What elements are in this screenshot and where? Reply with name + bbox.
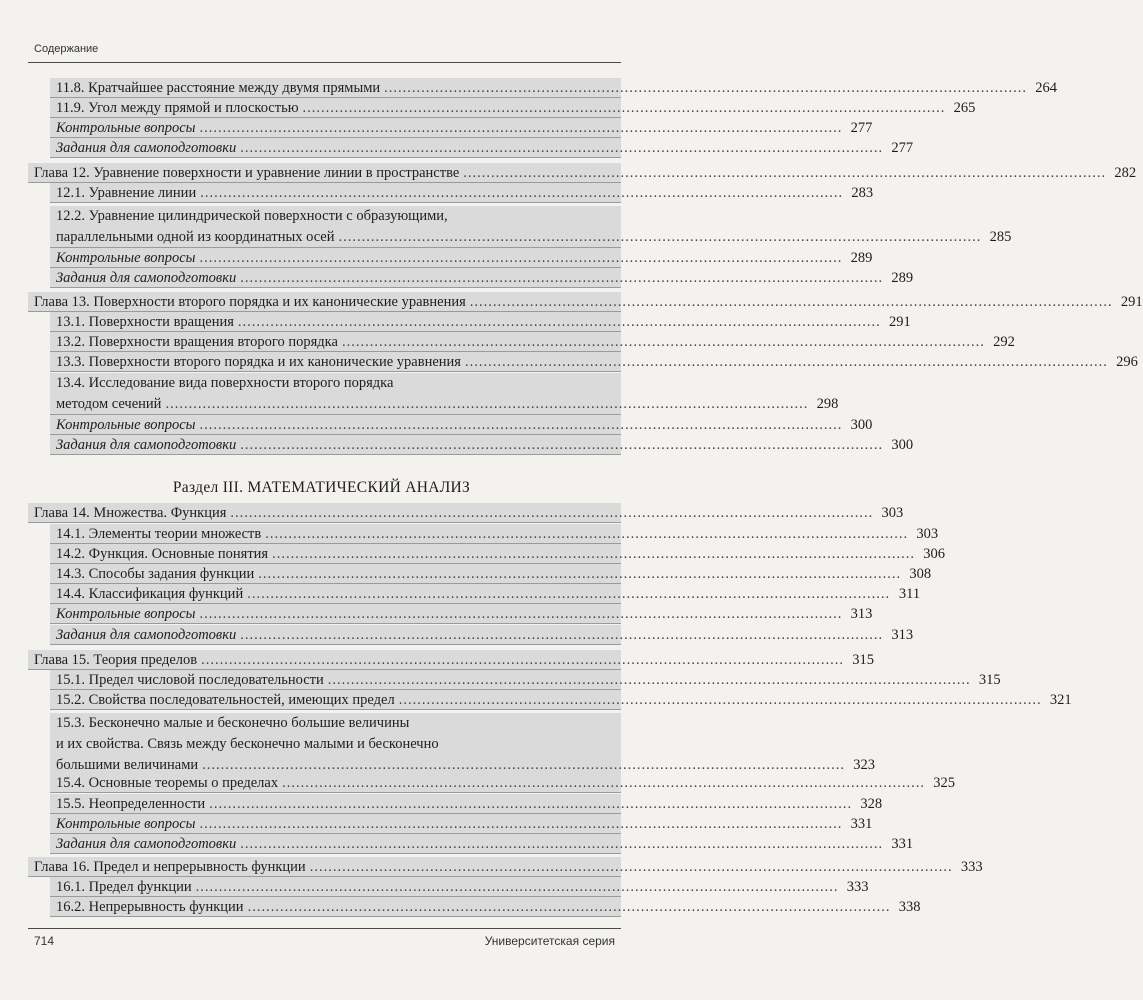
- dot-leader: ...........................................................................................................................................: [201, 652, 844, 668]
- entry-title: 12.1. Уравнение линии: [56, 185, 197, 201]
- entry-title-continued: методом сечений: [56, 396, 162, 412]
- entry-title: Задания для самоподготовки: [56, 627, 237, 643]
- entry-title: 16.2. Непрерывность функции: [56, 899, 244, 915]
- entry-page: 313: [850, 606, 873, 622]
- toc-chapter-entry[interactable]: [0, 503, 904, 523]
- entry-title: 15.3. Бесконечно малые и бесконечно большие величины: [56, 715, 410, 731]
- dot-leader: ...........................................................................................................................................: [327, 672, 971, 688]
- toc-entry[interactable]: [0, 564, 932, 584]
- toc-chapter-entry[interactable]: [0, 163, 1137, 183]
- entry-page: 333: [846, 879, 869, 895]
- entry-title: 15.4. Основные теоремы о пределах: [56, 775, 279, 791]
- entry-title: 14.1. Элементы теории множеств: [56, 526, 262, 542]
- entry-title: 13.1. Поверхности вращения: [56, 314, 234, 330]
- entry-title: 15.2. Свойства последовательностей, имеющих предел: [56, 692, 395, 708]
- dot-leader: ...........................................................................................................................................: [258, 566, 902, 582]
- entry-page: 300: [891, 437, 914, 453]
- entry-page: 321: [1049, 692, 1072, 708]
- entry-title-continued: и их свойства. Связь между бесконечно малыми и бесконечно: [56, 736, 439, 752]
- entry-page: 306: [923, 546, 945, 562]
- entry-title: Задания для самоподготовки: [56, 437, 237, 453]
- dot-leader: ...........................................................................................................................................: [240, 627, 884, 643]
- toc-entry[interactable]: [0, 773, 955, 793]
- entry-page: 291: [1120, 294, 1143, 310]
- dot-leader: ...........................................................................................................................................: [237, 314, 881, 330]
- entry-title: 14.2. Функция. Основные понятия: [56, 546, 269, 562]
- entry-title: 16.1. Предел функции: [56, 879, 192, 895]
- entry-title: Контрольные вопросы: [56, 816, 196, 832]
- entry-page: 331: [891, 836, 914, 852]
- entry-page: 323: [853, 757, 876, 773]
- dot-leader: ...........................................................................................................................................: [199, 417, 843, 433]
- dot-leader: ...........................................................................................................................................: [272, 546, 915, 562]
- dot-leader: ...........................................................................................................................................: [247, 899, 891, 915]
- footer-rule: [28, 928, 621, 929]
- dot-leader: ...........................................................................................................................................: [240, 437, 884, 453]
- dot-leader: ...........................................................................................................................................: [341, 334, 985, 350]
- entry-page: 277: [850, 120, 873, 136]
- toc-entry[interactable]: [0, 625, 914, 645]
- entry-title-continued: параллельными одной из координатных осей: [56, 229, 335, 245]
- toc-entry[interactable]: [0, 268, 914, 288]
- dot-leader: ...........................................................................................................................................: [230, 505, 874, 521]
- entry-title-continued: большими величинами: [56, 757, 199, 773]
- entry-page: 292: [993, 334, 1015, 350]
- section-title: Раздел III. МАТЕМАТИЧЕСКИЙ АНАЛИЗ: [172, 479, 471, 496]
- entry-page: 298: [816, 396, 839, 412]
- series-name: Университетская серия: [484, 934, 615, 948]
- toc-entry[interactable]: [0, 544, 945, 564]
- dot-leader: ...........................................................................................................................................: [265, 526, 909, 542]
- entry-page: 296: [1116, 354, 1138, 370]
- toc-entry[interactable]: [0, 897, 921, 917]
- toc-entry[interactable]: [0, 118, 873, 138]
- entry-page: 289: [850, 250, 873, 266]
- entry-title: Контрольные вопросы: [56, 606, 196, 622]
- header-rule: [28, 62, 621, 63]
- toc-entry[interactable]: [0, 877, 869, 897]
- toc-entry[interactable]: [0, 352, 1138, 372]
- toc-entry[interactable]: [0, 183, 874, 203]
- entry-page: 265: [953, 100, 976, 116]
- toc-entry[interactable]: [0, 332, 1015, 352]
- toc-entry[interactable]: [0, 312, 911, 332]
- entry-page: 311: [898, 586, 921, 602]
- toc-entry[interactable]: [0, 373, 839, 415]
- dot-leader: ...........................................................................................................................................: [209, 796, 853, 812]
- dot-leader: ...........................................................................................................................................: [240, 140, 884, 156]
- entry-page: 315: [978, 672, 1001, 688]
- dot-leader: ...........................................................................................................................................: [247, 586, 891, 602]
- toc-chapter-entry[interactable]: [0, 650, 874, 670]
- toc-entry[interactable]: [0, 435, 914, 455]
- toc-entry[interactable]: [0, 98, 976, 118]
- entry-page: 325: [933, 775, 955, 791]
- entry-page: 277: [891, 140, 914, 156]
- toc-entry[interactable]: [0, 138, 914, 158]
- dot-leader: ...........................................................................................................................................: [384, 80, 1028, 96]
- dot-leader: ...........................................................................................................................................: [464, 354, 1108, 370]
- dot-leader: ...........................................................................................................................................: [282, 775, 925, 791]
- toc-entry[interactable]: [0, 415, 873, 435]
- entry-title: Задания для самоподготовки: [56, 836, 237, 852]
- dot-leader: ...........................................................................................................................................: [309, 859, 953, 875]
- toc-entry[interactable]: [0, 814, 873, 834]
- entry-title: 13.3. Поверхности второго порядка и их канонические уравнения: [56, 354, 461, 370]
- dot-leader: ...........................................................................................................................................: [200, 185, 844, 201]
- entry-page: 282: [1114, 165, 1137, 181]
- entry-title: 11.8. Кратчайшее расстояние между двумя прямыми: [56, 80, 381, 96]
- entry-page: 264: [1035, 80, 1058, 96]
- dot-leader: ...........................................................................................................................................: [199, 250, 843, 266]
- entry-title: Глава 14. Множества. Функция: [34, 505, 227, 521]
- entry-title: 14.3. Способы задания функции: [56, 566, 255, 582]
- dot-leader: ...........................................................................................................................................: [199, 120, 843, 136]
- entry-title: Глава 15. Теория пределов: [34, 652, 198, 668]
- entry-title: Задания для самоподготовки: [56, 140, 237, 156]
- entry-page: 283: [851, 185, 874, 201]
- entry-title: 11.9. Угол между прямой и плоскостью: [56, 100, 299, 116]
- toc-entry[interactable]: [0, 206, 1012, 248]
- entry-title: Глава 16. Предел и непрерывность функции: [34, 859, 306, 875]
- entry-title: 12.2. Уравнение цилиндрической поверхности с образующими,: [56, 208, 448, 224]
- dot-leader: ...........................................................................................................................................: [302, 100, 946, 116]
- entry-page: 308: [909, 566, 932, 582]
- entry-page: 303: [916, 526, 939, 542]
- toc-entry[interactable]: [0, 690, 1072, 710]
- entry-title: 15.1. Предел числовой последовательности: [56, 672, 324, 688]
- entry-page: 285: [989, 229, 1012, 245]
- entry-title: 13.4. Исследование вида поверхности второго порядка: [56, 375, 394, 391]
- dot-leader: ...........................................................................................................................................: [240, 836, 884, 852]
- entry-title: Контрольные вопросы: [56, 120, 196, 136]
- dot-leader: ...........................................................................................................................................: [469, 294, 1113, 310]
- entry-title: 13.2. Поверхности вращения второго порядка: [56, 334, 338, 350]
- toc-entry[interactable]: [0, 794, 883, 814]
- toc-chapter-entry[interactable]: [0, 292, 1143, 312]
- entry-title: 15.5. Неопределенности: [56, 796, 206, 812]
- toc-entry[interactable]: [0, 78, 1058, 98]
- entry-page: 303: [881, 505, 904, 521]
- dot-leader: ...........................................................................................................................................: [199, 816, 843, 832]
- entry-page: 289: [891, 270, 914, 286]
- entry-title: Контрольные вопросы: [56, 250, 196, 266]
- toc-chapter-entry[interactable]: [0, 857, 983, 877]
- toc-entry[interactable]: [0, 524, 939, 544]
- toc-entry[interactable]: [0, 670, 1001, 690]
- dot-leader: ...........................................................................................................................................: [202, 757, 846, 773]
- dot-leader: ...........................................................................................................................................: [338, 229, 982, 245]
- entry-page: 313: [891, 627, 914, 643]
- entry-page: 331: [850, 816, 873, 832]
- dot-leader: ...........................................................................................................................................: [165, 396, 809, 412]
- entry-page: 300: [850, 417, 873, 433]
- dot-leader: ...........................................................................................................................................: [240, 270, 884, 286]
- dot-leader: ...........................................................................................................................................: [398, 692, 1042, 708]
- entry-title: Задания для самоподготовки: [56, 270, 237, 286]
- dot-leader: ...........................................................................................................................................: [199, 606, 843, 622]
- entry-page: 291: [889, 314, 911, 330]
- toc-entry[interactable]: [0, 584, 921, 604]
- toc-entry[interactable]: [0, 834, 914, 854]
- toc-entry[interactable]: [0, 604, 873, 624]
- toc-entry[interactable]: [0, 713, 876, 776]
- entry-page: 333: [960, 859, 983, 875]
- entry-page: 328: [860, 796, 883, 812]
- dot-leader: ...........................................................................................................................................: [195, 879, 839, 895]
- entry-title: Контрольные вопросы: [56, 417, 196, 433]
- entry-title: 14.4. Классификация функций: [56, 586, 244, 602]
- entry-title: Глава 12. Уравнение поверхности и уравнение линии в пространстве: [34, 165, 460, 181]
- dot-leader: ...........................................................................................................................................: [463, 165, 1107, 181]
- toc-entry[interactable]: [0, 248, 873, 268]
- page-number: 714: [34, 934, 55, 948]
- entry-page: 315: [852, 652, 874, 668]
- entry-title: Глава 13. Поверхности второго порядка и их канонические уравнения: [34, 294, 466, 310]
- running-head: Содержание: [34, 43, 99, 55]
- entry-page: 338: [898, 899, 921, 915]
